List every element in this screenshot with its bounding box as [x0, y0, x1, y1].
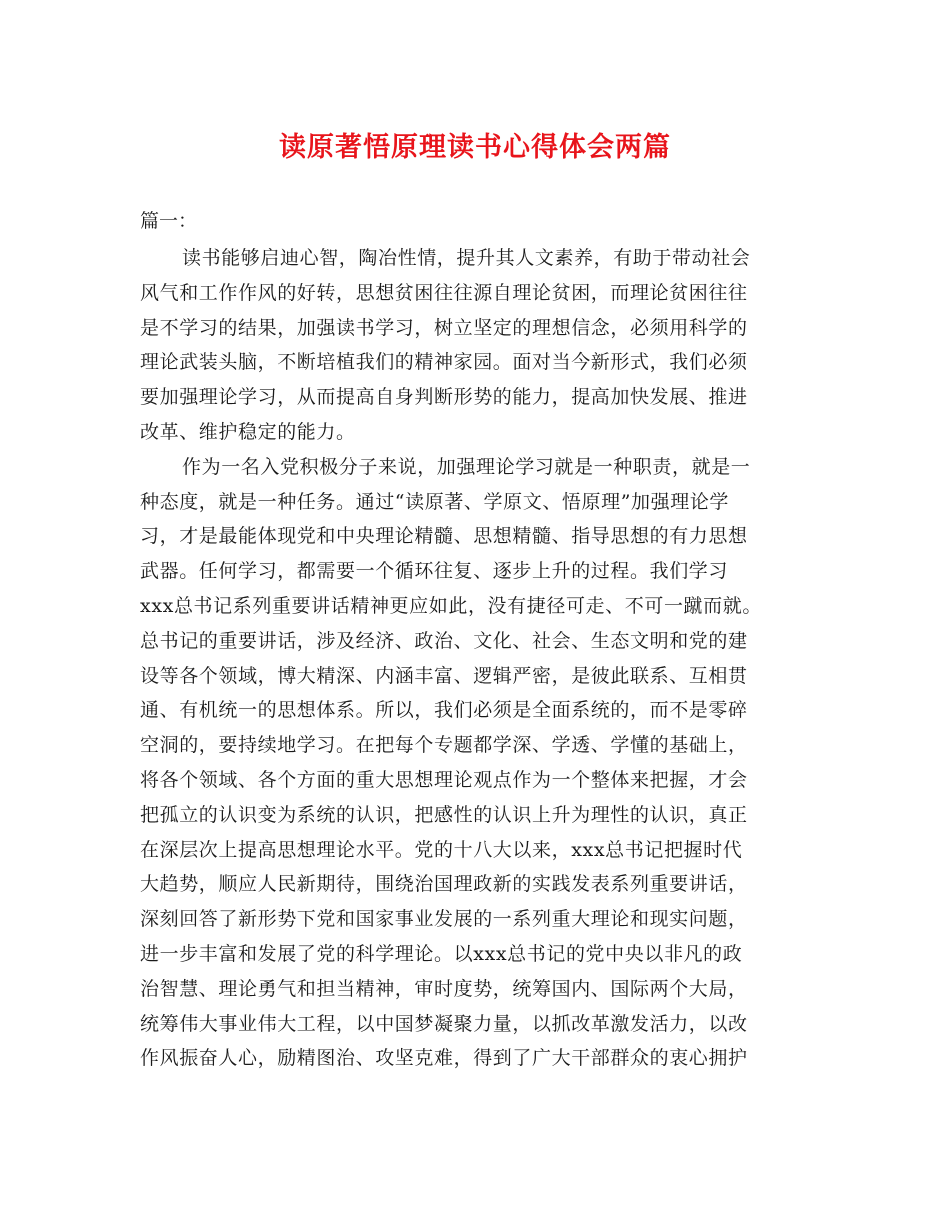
page-title: 读原著悟原理读书心得体会两篇: [279, 132, 671, 163]
paragraph-line: 理论武装头脑，不断培植我们的精神家园。面对当今新形式，我们必须: [140, 351, 748, 374]
paragraph-line: 把孤立的认识变为系统的认识，把感性的认识上升为理性的认识，真正: [140, 803, 748, 826]
paragraph-line: 深刻回答了新形势下党和国家事业发展的一系列重大理论和现实问题，: [140, 908, 748, 931]
paragraph-line: 空洞的，要持续地学习。在把每个专题都学深、学透、学懂的基础上，: [140, 734, 748, 757]
paragraph-line: xxx总书记系列重要讲话精神更应如此，没有捷径可走、不可一蹴而就。: [140, 594, 762, 617]
paragraph-line: 设等各个领域，博大精深、内涵丰富、逻辑严密，是彼此联系、互相贯: [140, 664, 748, 687]
paragraph-line: 治智慧、理论勇气和担当精神，审时度势，统筹国内、国际两个大局，: [140, 977, 748, 1000]
paragraph-line: 统筹伟大事业伟大工程，以中国梦凝聚力量，以抓改革激发活力，以改: [140, 1012, 748, 1035]
paragraph-line: 大趋势，顺应人民新期待，围绕治国理政新的实践发表系列重要讲话，: [140, 873, 748, 896]
paragraph-line: 种态度，就是一种任务。通过“读原著、学原文、悟原理”加强理论学: [140, 490, 730, 513]
paragraph-line: 在深层次上提高思想理论水平。党的十八大以来，xxx总书记把握时代: [140, 838, 743, 861]
paragraph-line: 武器。任何学习，都需要一个循环往复、逐步上升的过程。我们学习: [140, 560, 729, 583]
paragraph-line: 进一步丰富和发展了党的科学理论。以xxx总书记的党中央以非凡的政: [140, 942, 743, 965]
paragraph-line: 将各个领域、各个方面的重大思想理论观点作为一个整体来把握，才会: [140, 768, 748, 791]
section-label: 篇一：: [140, 210, 198, 232]
paragraph-line: 总书记的重要讲话，涉及经济、政治、文化、社会、生态文明和党的建: [140, 629, 748, 652]
paragraph-line: 通、有机统一的思想体系。所以，我们必须是全面系统的，而不是零碎: [140, 699, 748, 722]
paragraph-line: 作风振奋人心，励精图治、攻坚克难，得到了广大干部群众的衷心拥护: [140, 1047, 748, 1070]
paragraph-line: 改革、维护稳定的能力。: [140, 420, 356, 443]
paragraph-line: 读书能够启迪心智，陶冶性情，提升其人文素养，有助于带动社会: [182, 247, 751, 269]
paragraph-line: 习，才是最能体现党和中央理论精髓、思想精髓、指导思想的有力思想: [140, 525, 748, 548]
paragraph-line: 要加强理论学习，从而提高自身判断形势的能力，提高加快发展、推进: [140, 386, 748, 409]
paragraph-line: 作为一名入党积极分子来说，加强理论学习就是一种职责，就是一: [182, 455, 751, 478]
document-body: [140, 206, 830, 1076]
paragraph-2: [140, 450, 830, 1076]
paragraph-line: 风气和工作作风的好转，思想贫困往往源自理论贫困，而理论贫困往往: [140, 281, 748, 304]
paragraph-1: [140, 241, 830, 450]
paragraph-line: 是不学习的结果，加强读书学习，树立坚定的理想信念，必须用科学的: [140, 316, 748, 339]
